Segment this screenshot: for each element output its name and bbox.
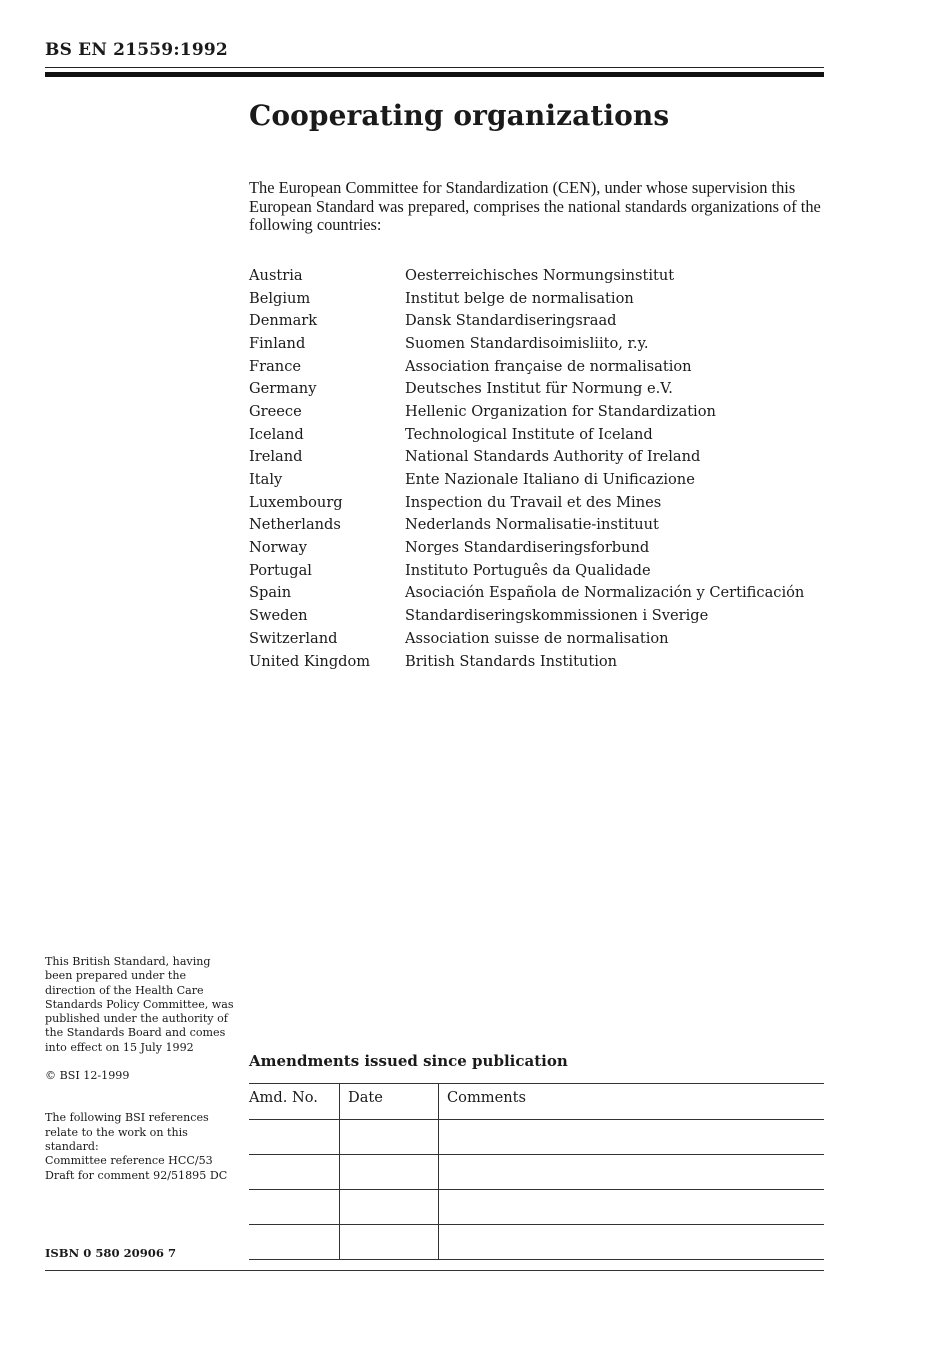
country-name: Netherlands: [249, 516, 341, 534]
country-name: Sweden: [249, 607, 308, 625]
publication-note: This British Standard, having been prepared under the direction of the Health Care Standards Policy Committee, was published under the authority of the Standards Board and comes into effect on 15 July 1992: [45, 955, 234, 1054]
organization-name: Deutsches Institut für Normung e.V.: [405, 380, 673, 398]
organization-row: [249, 491, 804, 514]
organization-name: Association française de normalisation: [405, 357, 692, 375]
organization-name: Standardiseringskommissionen i Sverige: [405, 607, 709, 625]
date-cell: [340, 1225, 439, 1260]
organization-name: Hellenic Organization for Standardization: [405, 402, 716, 420]
organization-row: [249, 559, 804, 582]
organization-row: [249, 355, 804, 378]
organization-row: [249, 627, 804, 650]
organization-row: [249, 514, 804, 537]
country-name: Austria: [249, 266, 303, 284]
comments-cell: [439, 1120, 825, 1155]
organization-name: Technological Institute of Iceland: [405, 425, 653, 443]
country-name: Iceland: [249, 425, 304, 443]
amendments-header-row: [249, 1084, 824, 1120]
comments-cell: [439, 1190, 825, 1225]
organization-row: [249, 309, 804, 332]
organization-name: Oesterreichisches Normungsinstitut: [405, 266, 675, 284]
organization-row: [249, 400, 804, 423]
organization-name: Norges Standardiseringsforbund: [405, 539, 650, 557]
amd-no-cell: [249, 1225, 340, 1260]
references-intro: The following BSI references relate to the work on this standard:: [45, 1111, 209, 1153]
country-name: Italy: [249, 471, 283, 489]
organization-row: [249, 468, 804, 491]
amendment-row: [249, 1225, 824, 1260]
bsi-references: [45, 1111, 240, 1182]
column-header-comments: Comments: [439, 1084, 825, 1120]
organization-row: [249, 332, 804, 355]
date-cell: [340, 1120, 439, 1155]
country-name: United Kingdom: [249, 652, 371, 670]
amendment-row: [249, 1190, 824, 1225]
organization-name: Dansk Standardiseringsraad: [405, 312, 617, 330]
date-cell: [340, 1155, 439, 1190]
header-rule-thin: [45, 67, 824, 68]
country-name: Finland: [249, 334, 306, 352]
intro-paragraph: The European Committee for Standardization (CEN), under whose supervision this European Standard was prepared, comprises the national standards organizations of the following countries:: [249, 178, 821, 234]
footer-rule: [45, 1270, 824, 1271]
country-name: Luxembourg: [249, 493, 343, 511]
organization-name: Nederlands Normalisatie-instituut: [405, 516, 659, 534]
organization-name: Association suisse de normalisation: [405, 629, 669, 647]
date-cell: [340, 1190, 439, 1225]
country-name: Spain: [249, 584, 292, 602]
country-name: Belgium: [249, 289, 311, 307]
draft-reference: Draft for comment 92/51895 DC: [45, 1168, 228, 1182]
amd-no-cell: [249, 1190, 340, 1225]
sidebar-notes: [45, 955, 240, 1183]
country-name: Norway: [249, 539, 307, 557]
country-name: Denmark: [249, 312, 318, 330]
page-title: Cooperating organizations: [249, 99, 670, 132]
organization-row: [249, 650, 804, 673]
organization-row: [249, 604, 804, 627]
organization-name: Instituto Português da Qualidade: [405, 561, 651, 579]
organization-name: Institut belge de normalisation: [405, 289, 634, 307]
organization-name: Ente Nazionale Italiano di Unificazione: [405, 471, 695, 489]
amendment-row: [249, 1120, 824, 1155]
organization-row: [249, 287, 804, 310]
isbn: ISBN 0 580 20906 7: [45, 1246, 177, 1260]
organization-name: Inspection du Travail et des Mines: [405, 493, 662, 511]
document-id: BS EN 21559:1992: [45, 40, 228, 60]
country-name: Switzerland: [249, 629, 338, 647]
comments-cell: [439, 1225, 825, 1260]
organization-name: Suomen Standardisoimisliito, r.y.: [405, 334, 649, 352]
amd-no-cell: [249, 1155, 340, 1190]
organization-name: British Standards Institution: [405, 652, 618, 670]
amd-no-cell: [249, 1120, 340, 1155]
column-header-amd-no: Amd. No.: [249, 1084, 340, 1120]
country-name: Portugal: [249, 561, 312, 579]
copyright-notice: © BSI 12-1999: [45, 1069, 130, 1083]
organization-name: National Standards Authority of Ireland: [405, 448, 701, 466]
organization-row: [249, 582, 804, 605]
organization-row: [249, 446, 804, 469]
organization-row: [249, 377, 804, 400]
country-name: Greece: [249, 402, 302, 420]
country-name: Ireland: [249, 448, 303, 466]
organization-name: Asociación Española de Normalización y Certificación: [405, 584, 805, 602]
committee-reference: Committee reference HCC/53: [45, 1154, 213, 1168]
amendments-table: [249, 1083, 824, 1260]
amendment-row: [249, 1155, 824, 1190]
organizations-table: [249, 264, 804, 672]
country-name: France: [249, 357, 302, 375]
country-name: Germany: [249, 380, 317, 398]
header-rule-thick: [45, 72, 824, 77]
comments-cell: [439, 1155, 825, 1190]
organization-row: [249, 536, 804, 559]
column-header-date: Date: [340, 1084, 439, 1120]
organization-row: [249, 264, 804, 287]
amendments-title: Amendments issued since publication: [249, 1052, 568, 1070]
organization-row: [249, 423, 804, 446]
